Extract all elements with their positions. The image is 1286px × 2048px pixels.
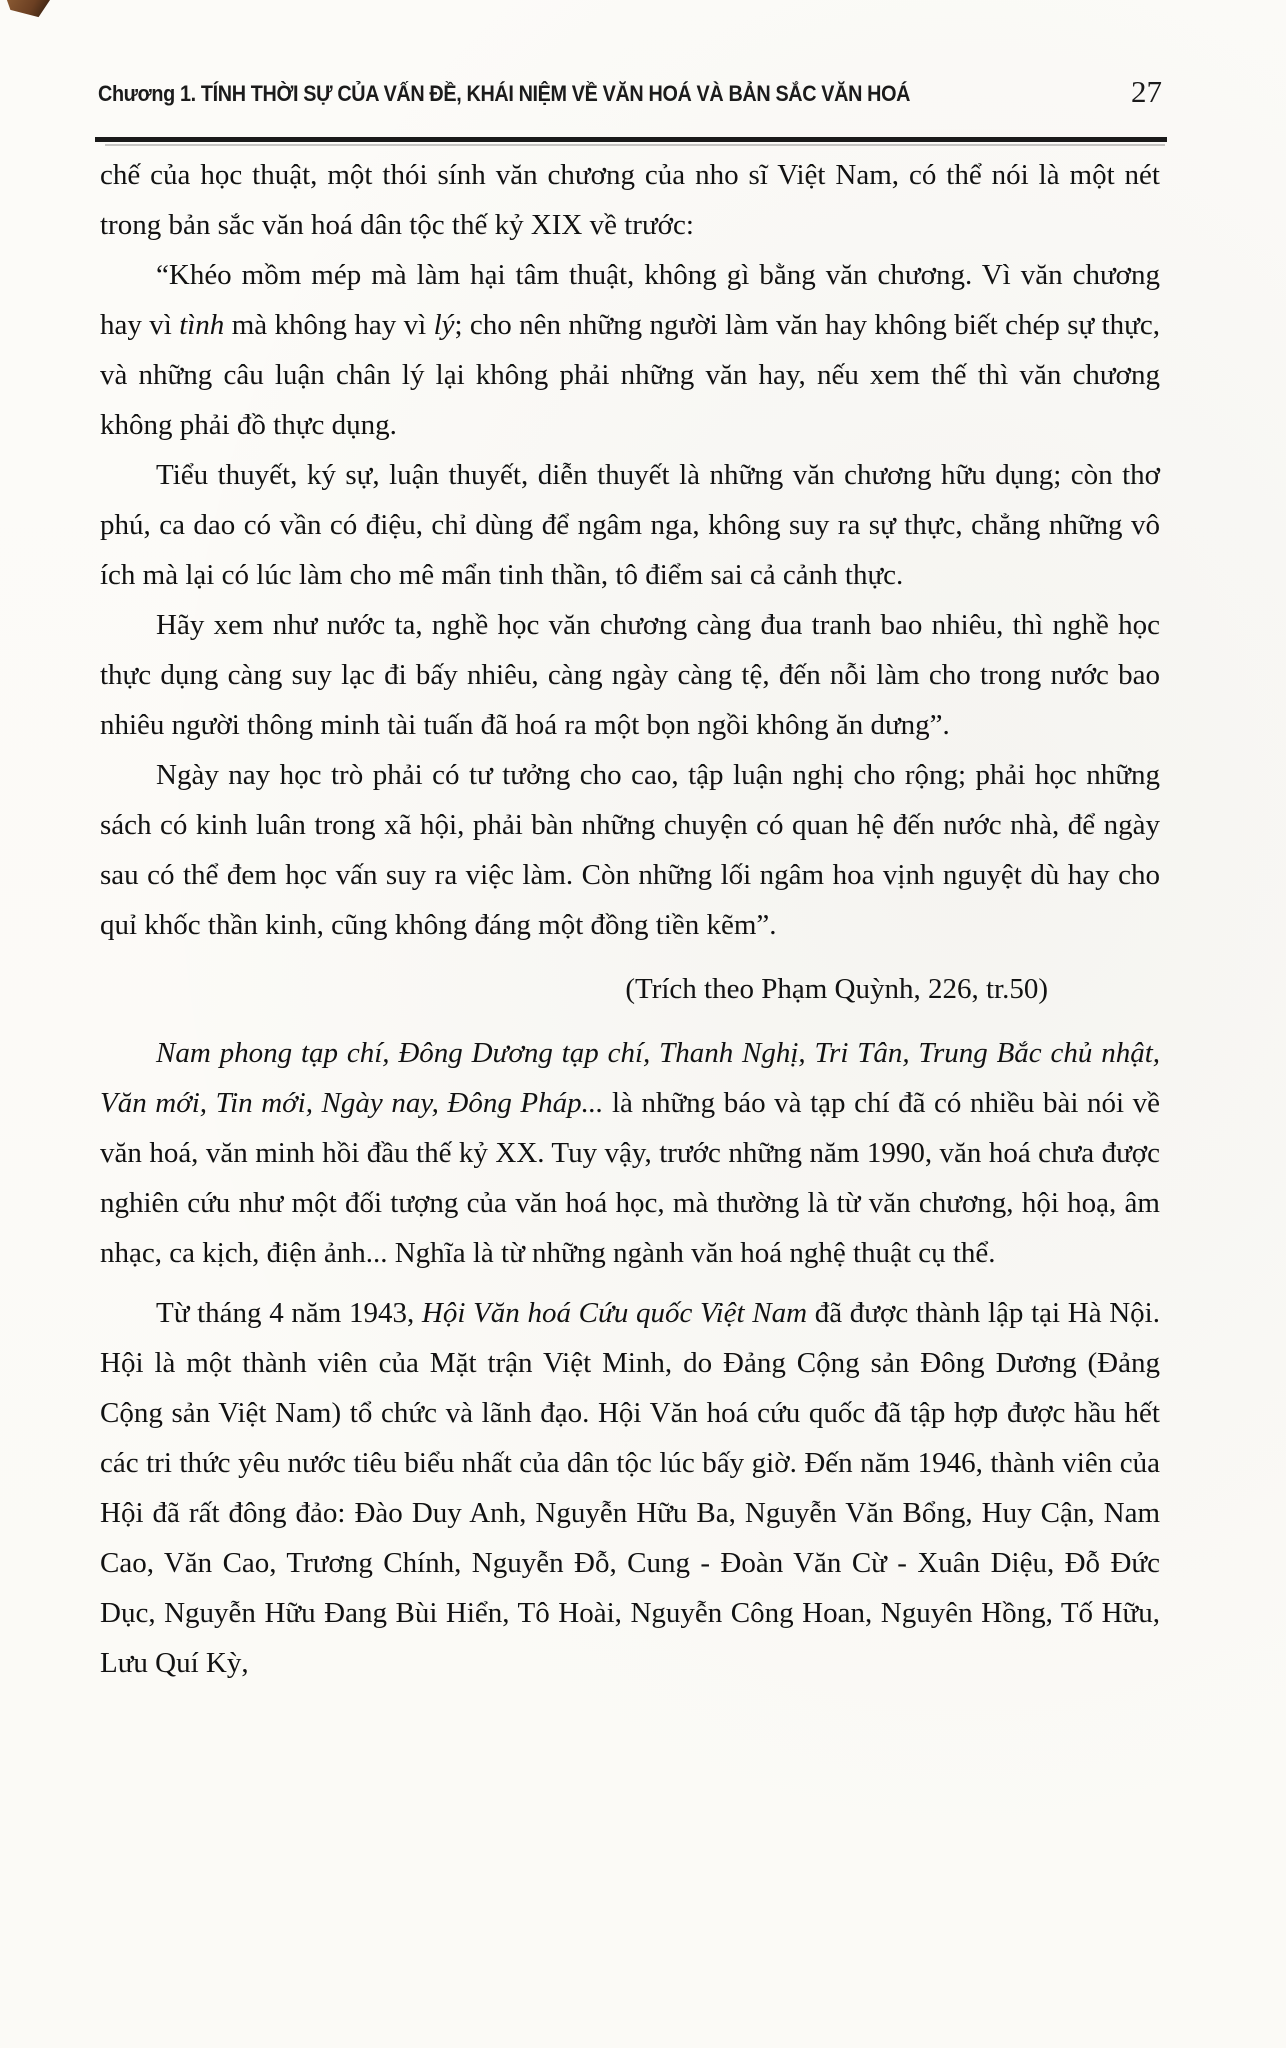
text-segment-italic: Hội Văn hoá Cứu quốc Việt Nam (421, 1297, 808, 1329)
body-paragraph-quote (100, 250, 1160, 450)
body-paragraph (100, 450, 1160, 600)
text-segment: là những báo và tạp chí đã có nhiều bài nói về văn hoá, văn minh hồi đầu thế kỷ XX. Tuy vậy, trước những năm 1990, văn hoá chưa được nghiên cứu như một đối tượng của văn hoá học, mà thường là từ văn chương, hội hoạ, âm nhạc, ca kịch, điện ảnh... Nghĩa là từ những ngành văn hoá nghệ thuật cụ thể. (100, 1087, 1160, 1269)
citation-line: (Trích theo Phạm Quỳnh, 226, tr.50) (625, 973, 1048, 1005)
body-paragraph-history (100, 1288, 1160, 1688)
text-segment: Ngày nay học trò phải có tư tưởng cho cao, tập luận nghị cho rộng; phải học những sách có kinh luân trong xã hội, phải bàn những chuyện có quan hệ đến nước nhà, để ngày sau có thể đem học vấn suy ra việc làm. Còn những lối ngâm hoa vịnh nguyệt dù hay cho quỉ khốc thần kinh, cũng không đáng một đồng tiền kẽm”. (100, 759, 1160, 941)
body-paragraph (100, 600, 1160, 750)
text-segment-italic: lý (433, 309, 455, 341)
body-paragraph (100, 150, 1160, 250)
text-segment: mà không hay vì (224, 309, 434, 341)
chapter-header-title: Chương 1. TÍNH THỜI SỰ CỦA VẤN ĐỀ, KHÁI NIỆM VỀ VĂN HOÁ VÀ BẢN SẮC VĂN HOÁ (98, 81, 911, 106)
page-header (98, 76, 1166, 107)
text-segment: Tiểu thuyết, ký sự, luận thuyết, diễn thuyết là những văn chương hữu dụng; còn thơ phú, ca dao có vần có điệu, chỉ dùng để ngâm nga, không suy ra sự thực, chẳng những vô ích mà lại có lúc làm cho mê mẩn tinh thần, tô điểm sai cả cảnh thực. (100, 459, 1160, 591)
text-segment: ; cho nên những người làm văn hay không biết chép sự thực, và những câu luận chân lý lại không phải những văn hay, nếu xem thế thì văn chương không phải đồ thực dụng. (100, 309, 1160, 441)
body-text-column (100, 150, 1160, 1688)
text-segment-italic: Nam phong tạp chí, Đông Dương tạp chí, Thanh Nghị, Tri Tân, Trung Bắc chủ nhật, Văn mới, Tin mới, Ngày nay, Đông Pháp... (100, 1037, 1160, 1119)
body-paragraph (100, 750, 1160, 950)
body-paragraph-journals (100, 1028, 1160, 1278)
text-segment: Hãy xem như nước ta, nghề học văn chương càng đua tranh bao nhiêu, thì nghề học thực dụng càng suy lạc đi bấy nhiêu, càng ngày càng tệ, đến nỗi làm cho trong nước bao nhiêu người thông minh tài tuấn đã hoá ra một bọn ngồi không ăn dưng”. (100, 609, 1160, 741)
corner-fold-mark (6, 0, 50, 18)
text-segment: Từ tháng 4 năm 1943, (156, 1297, 422, 1329)
header-divider-rule (95, 137, 1167, 142)
text-segment: “Khéo mồm mép mà làm hại tâm thuật, không gì bằng văn chương. Vì văn chương hay vì (100, 259, 1160, 341)
text-segment: đã được thành lập tại Hà Nội. Hội là một thành viên của Mặt trận Việt Minh, do Đảng Cộng sản Đông Dương (Đảng Cộng sản Việt Nam) tổ chức và lãnh đạo. Hội Văn hoá cứu quốc đã tập hợp được hầu hết các tri thức yêu nước tiêu biểu nhất của dân tộc lúc bấy giờ. Đến năm 1946, thành viên của Hội đã rất đông đảo: Đào Duy Anh, Nguyễn Hữu Ba, Nguyễn Văn Bổng, Huy Cận, Nam Cao, Văn Cao, Trương Chính, Nguyễn Đỗ, Cung - Đoàn Văn Cừ - Xuân Diệu, Đỗ Đức Dục, Nguyễn Hữu Đang Bùi Hiển, Tô Hoài, Nguyễn Công Hoan, Nguyên Hồng, Tố Hữu, Lưu Quí Kỳ, (100, 1297, 1160, 1679)
text-segment-italic: tình (179, 309, 225, 341)
text-segment: chế của học thuật, một thói sính văn chương của nho sĩ Việt Nam, có thể nói là một nét trong bản sắc văn hoá dân tộc thế kỷ XIX về trước: (100, 159, 1160, 241)
page-number: 27 (1131, 74, 1162, 109)
